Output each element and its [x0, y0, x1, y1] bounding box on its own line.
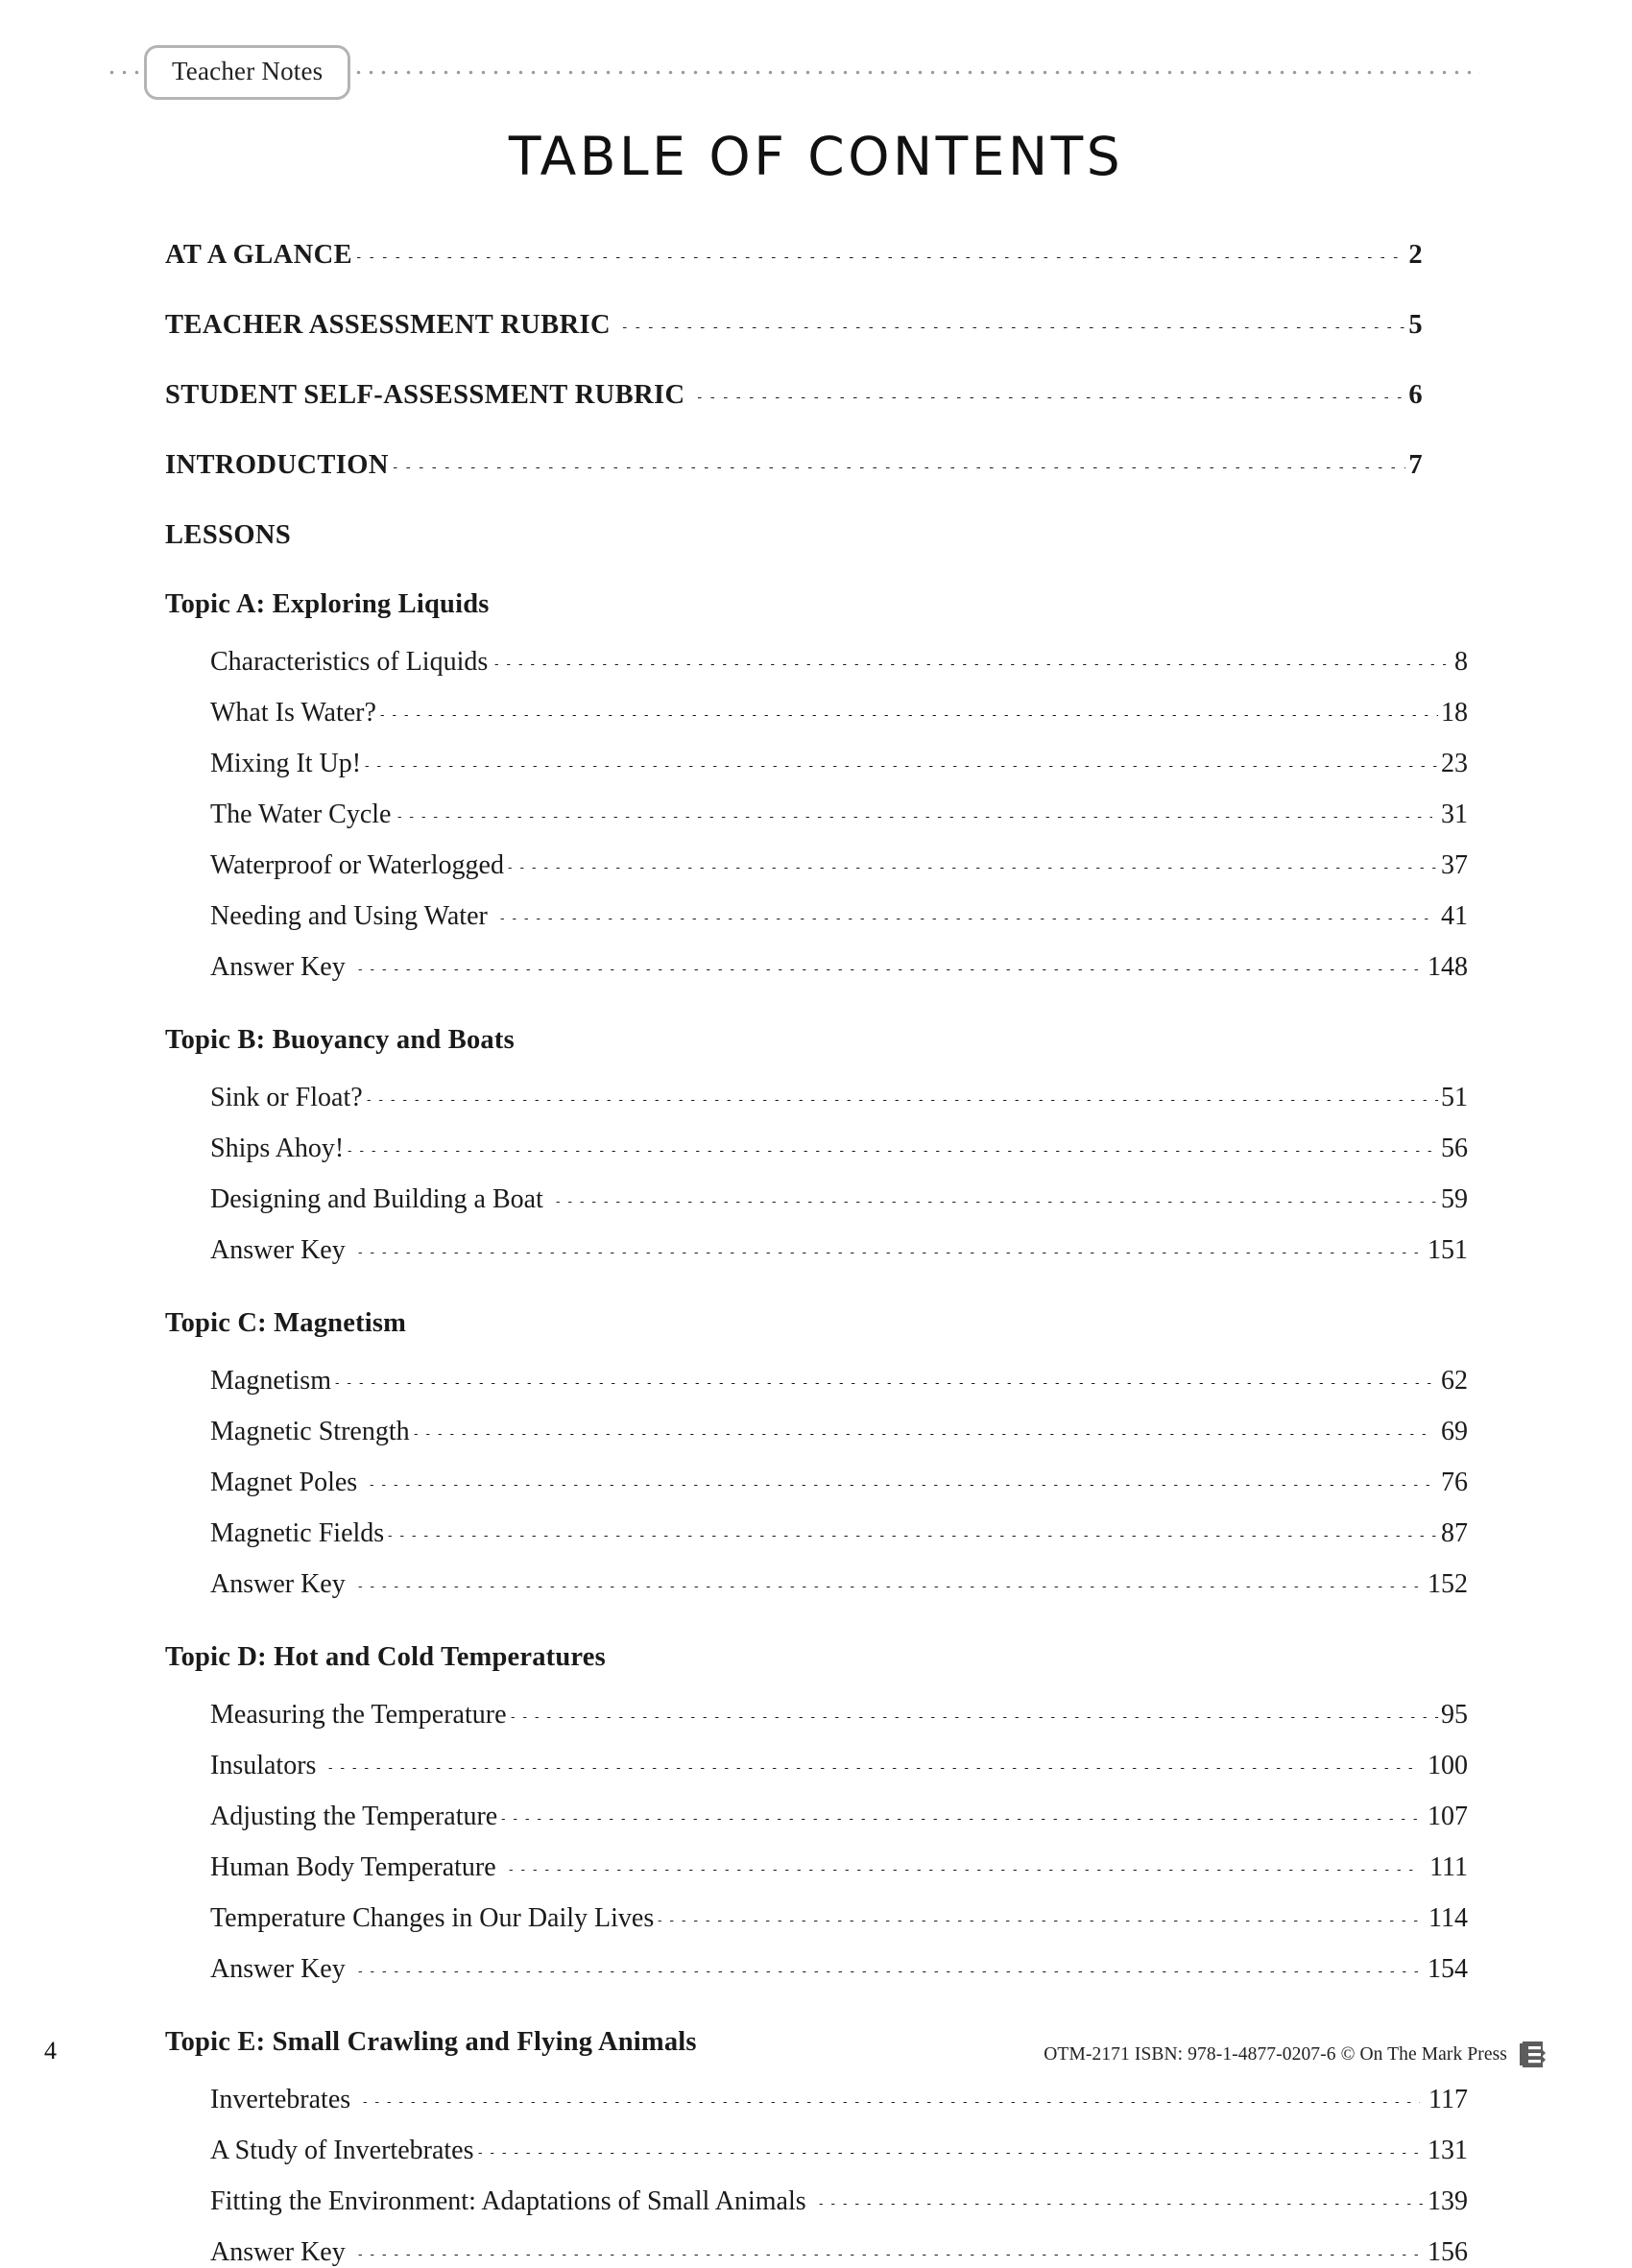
footer-imprint-text: OTM-2171 ISBN: 978-1-4877-0207-6 © On The Mark Press	[1044, 2043, 1507, 2065]
dot-leader	[384, 1536, 1438, 1537]
toc-entry-what-is-water[interactable]	[210, 698, 1468, 728]
toc-entry-answer-key-b[interactable]	[210, 1235, 1468, 1266]
toc-entry-adjusting-the-temperature[interactable]	[210, 1802, 1468, 1832]
toc-entry-label: Fitting the Environment: Adaptations of Small Animals	[210, 2186, 806, 2216]
toc-entry-fitting-the-environment[interactable]	[210, 2186, 1468, 2217]
dot-leader	[410, 1434, 1432, 1435]
toc-entry-answer-key-d[interactable]	[210, 1954, 1468, 1985]
toc-entry-teacher-assessment-rubric[interactable]	[165, 310, 1423, 341]
toc-entry-introduction[interactable]	[165, 450, 1423, 481]
dot-leader	[552, 1202, 1438, 1203]
topic-heading-b: Topic B: Buoyancy and Boats	[165, 1025, 515, 1055]
page-header	[0, 42, 1632, 102]
toc-entry-temperature-changes-in-our-daily-lives[interactable]	[210, 1903, 1468, 1934]
toc-entry-mixing-it-up[interactable]	[210, 749, 1468, 779]
toc-entry-page: 37	[1441, 850, 1468, 880]
toc-entry-label: Waterproof or Waterlogged	[210, 850, 504, 880]
toc-entry-page: 111	[1429, 1852, 1468, 1882]
toc-entry-label: Temperature Changes in Our Daily Lives	[210, 1903, 655, 1933]
dot-leader	[361, 766, 1438, 767]
lessons-section-heading: LESSONS	[165, 520, 292, 550]
toc-entry-answer-key-e[interactable]	[210, 2237, 1468, 2268]
toc-entry-label: Measuring the Temperature	[210, 1700, 507, 1730]
dot-leader	[815, 2204, 1425, 2205]
dot-leader	[618, 327, 1405, 328]
dot-leader	[354, 2255, 1425, 2256]
toc-entry-label: A Study of Invertebrates	[210, 2136, 474, 2165]
toc-entry-page: 154	[1428, 1954, 1468, 1984]
dot-leader	[363, 1100, 1438, 1101]
dot-leader	[505, 1870, 1421, 1871]
table-of-contents	[165, 240, 1468, 2268]
toc-entry-label: AT A GLANCE	[165, 240, 352, 270]
toc-entry-a-study-of-invertebrates[interactable]	[210, 2136, 1468, 2166]
toc-entry-designing-and-building-a-boat[interactable]	[210, 1184, 1468, 1215]
toc-entry-page: 139	[1428, 2186, 1468, 2216]
toc-entry-page: 6	[1408, 380, 1423, 410]
toc-entry-student-self-assessment-rubric[interactable]	[165, 380, 1423, 411]
toc-entry-label: Answer Key	[210, 2237, 346, 2267]
toc-entry-label: Answer Key	[210, 1235, 346, 1265]
toc-entry-page: 5	[1408, 310, 1423, 340]
toc-entry-page: 156	[1428, 2237, 1468, 2267]
dot-leader	[354, 1587, 1425, 1588]
toc-entry-magnetism[interactable]	[210, 1366, 1468, 1397]
toc-entry-page: 114	[1428, 1903, 1468, 1933]
toc-entry-sink-or-float[interactable]	[210, 1083, 1468, 1113]
toc-entry-label: Ships Ahoy!	[210, 1134, 345, 1163]
dot-leader	[654, 1921, 1426, 1922]
toc-entry-page: 87	[1441, 1518, 1468, 1548]
dot-leader	[344, 1151, 1432, 1152]
toc-entry-label: INTRODUCTION	[165, 450, 389, 480]
toc-entry-page: 69	[1441, 1417, 1468, 1446]
toc-entry-the-water-cycle[interactable]	[210, 800, 1468, 830]
toc-entry-at-a-glance[interactable]	[165, 240, 1423, 271]
toc-entry-label: STUDENT SELF-ASSESSMENT RUBRIC	[165, 380, 685, 410]
toc-entry-invertebrates[interactable]	[210, 2085, 1468, 2115]
dot-leader	[394, 817, 1432, 818]
toc-entry-label: Magnetic Fields	[210, 1518, 385, 1548]
toc-entry-page: 152	[1428, 1569, 1468, 1599]
toc-entry-page: 51	[1441, 1083, 1468, 1112]
toc-entry-magnetic-strength[interactable]	[210, 1417, 1468, 1447]
toc-entry-label: Needing and Using Water	[210, 901, 488, 931]
toc-entry-page: 7	[1408, 450, 1423, 480]
toc-entry-label: Magnetic Strength	[210, 1417, 410, 1446]
toc-entry-label: Mixing It Up!	[210, 749, 362, 778]
toc-entry-label: Designing and Building a Boat	[210, 1184, 543, 1214]
topic-group-d	[165, 1642, 1468, 1985]
toc-entry-page: 76	[1441, 1468, 1468, 1497]
toc-entry-label: Sink or Float?	[210, 1083, 363, 1112]
toc-entry-label: TEACHER ASSESSMENT RUBRIC	[165, 310, 612, 340]
toc-entry-page: 62	[1441, 1366, 1468, 1396]
toc-entry-label: Human Body Temperature	[210, 1852, 496, 1882]
dot-leader	[497, 1819, 1425, 1820]
dot-leader	[507, 1717, 1438, 1718]
press-book-logo-icon	[1520, 2041, 1546, 2068]
toc-entry-page: 59	[1441, 1184, 1468, 1214]
dot-leader	[354, 1971, 1425, 1972]
toc-entry-page: 56	[1441, 1134, 1468, 1163]
toc-entry-waterproof-or-waterlogged[interactable]	[210, 850, 1468, 881]
footer-imprint-block	[1044, 2041, 1546, 2068]
dotted-line-icon	[106, 70, 142, 75]
dot-leader	[354, 969, 1425, 970]
topic-heading-e: Topic E: Small Crawling and Flying Animals	[165, 2027, 697, 2057]
toc-entry-page: 100	[1428, 1751, 1468, 1780]
dot-leader	[331, 1383, 1432, 1384]
toc-entry-label: Answer Key	[210, 1569, 346, 1599]
toc-entry-page: 18	[1441, 698, 1468, 728]
toc-entry-label: What Is Water?	[210, 698, 376, 728]
toc-entry-page: 151	[1428, 1235, 1468, 1265]
toc-entry-page: 31	[1441, 800, 1468, 829]
dot-leader	[352, 257, 1405, 258]
dotted-line-icon	[352, 70, 1480, 75]
toc-entry-answer-key-a[interactable]	[210, 952, 1468, 983]
dot-leader	[474, 2153, 1420, 2154]
toc-entry-characteristics-of-liquids[interactable]	[210, 647, 1468, 678]
dot-leader	[389, 467, 1406, 468]
toc-entry-label: Magnet Poles	[210, 1468, 358, 1497]
toc-entry-human-body-temperature[interactable]	[210, 1852, 1468, 1883]
topic-heading-d: Topic D: Hot and Cold Temperatures	[165, 1642, 606, 1672]
toc-entry-page: 148	[1428, 952, 1468, 982]
toc-entry-label: Characteristics of Liquids	[210, 647, 489, 677]
toc-entry-label: Answer Key	[210, 952, 346, 982]
toc-entry-page: 41	[1441, 901, 1468, 931]
dot-leader	[491, 664, 1446, 665]
toc-entry-label: Adjusting the Temperature	[210, 1802, 498, 1831]
topic-group-a	[165, 589, 1468, 983]
page-title: TABLE OF CONTENTS	[508, 126, 1124, 187]
dot-leader	[359, 2102, 1420, 2103]
toc-entry-needing-and-using-water[interactable]	[210, 901, 1468, 932]
toc-entry-ships-ahoy[interactable]	[210, 1134, 1468, 1164]
dot-leader	[693, 397, 1406, 398]
topic-group-b	[165, 1025, 1468, 1266]
footer-page-number: 4	[44, 2037, 57, 2065]
toc-entry-magnetic-fields[interactable]	[210, 1518, 1468, 1549]
toc-entry-page: 117	[1428, 2085, 1468, 2114]
toc-entry-answer-key-c[interactable]	[210, 1569, 1468, 1600]
toc-entry-label: Insulators	[210, 1751, 317, 1780]
toc-entry-measuring-the-temperature[interactable]	[210, 1700, 1468, 1731]
toc-entry-page: 95	[1441, 1700, 1468, 1730]
toc-entry-page: 8	[1454, 647, 1468, 677]
dot-leader	[366, 1485, 1438, 1486]
dot-leader	[324, 1768, 1419, 1769]
dot-leader	[376, 715, 1438, 716]
dot-leader	[504, 868, 1438, 869]
toc-entry-page: 23	[1441, 749, 1468, 778]
teacher-notes-tab[interactable]	[144, 45, 350, 100]
toc-entry-page: 107	[1428, 1802, 1468, 1831]
toc-entry-label: The Water Cycle	[210, 800, 392, 829]
toc-entry-page: 131	[1428, 2136, 1468, 2165]
topic-heading-a: Topic A: Exploring Liquids	[165, 589, 490, 619]
toc-entry-page: 2	[1408, 240, 1423, 270]
toc-entry-label: Invertebrates	[210, 2085, 351, 2114]
toc-entry-insulators[interactable]	[210, 1751, 1468, 1781]
toc-entry-label: Answer Key	[210, 1954, 346, 1984]
topic-group-c	[165, 1308, 1468, 1600]
toc-entry-magnet-poles[interactable]	[210, 1468, 1468, 1498]
toc-entry-label: Magnetism	[210, 1366, 331, 1396]
topic-heading-c: Topic C: Magnetism	[165, 1308, 407, 1338]
teacher-notes-tab-label: Teacher Notes	[172, 56, 324, 85]
